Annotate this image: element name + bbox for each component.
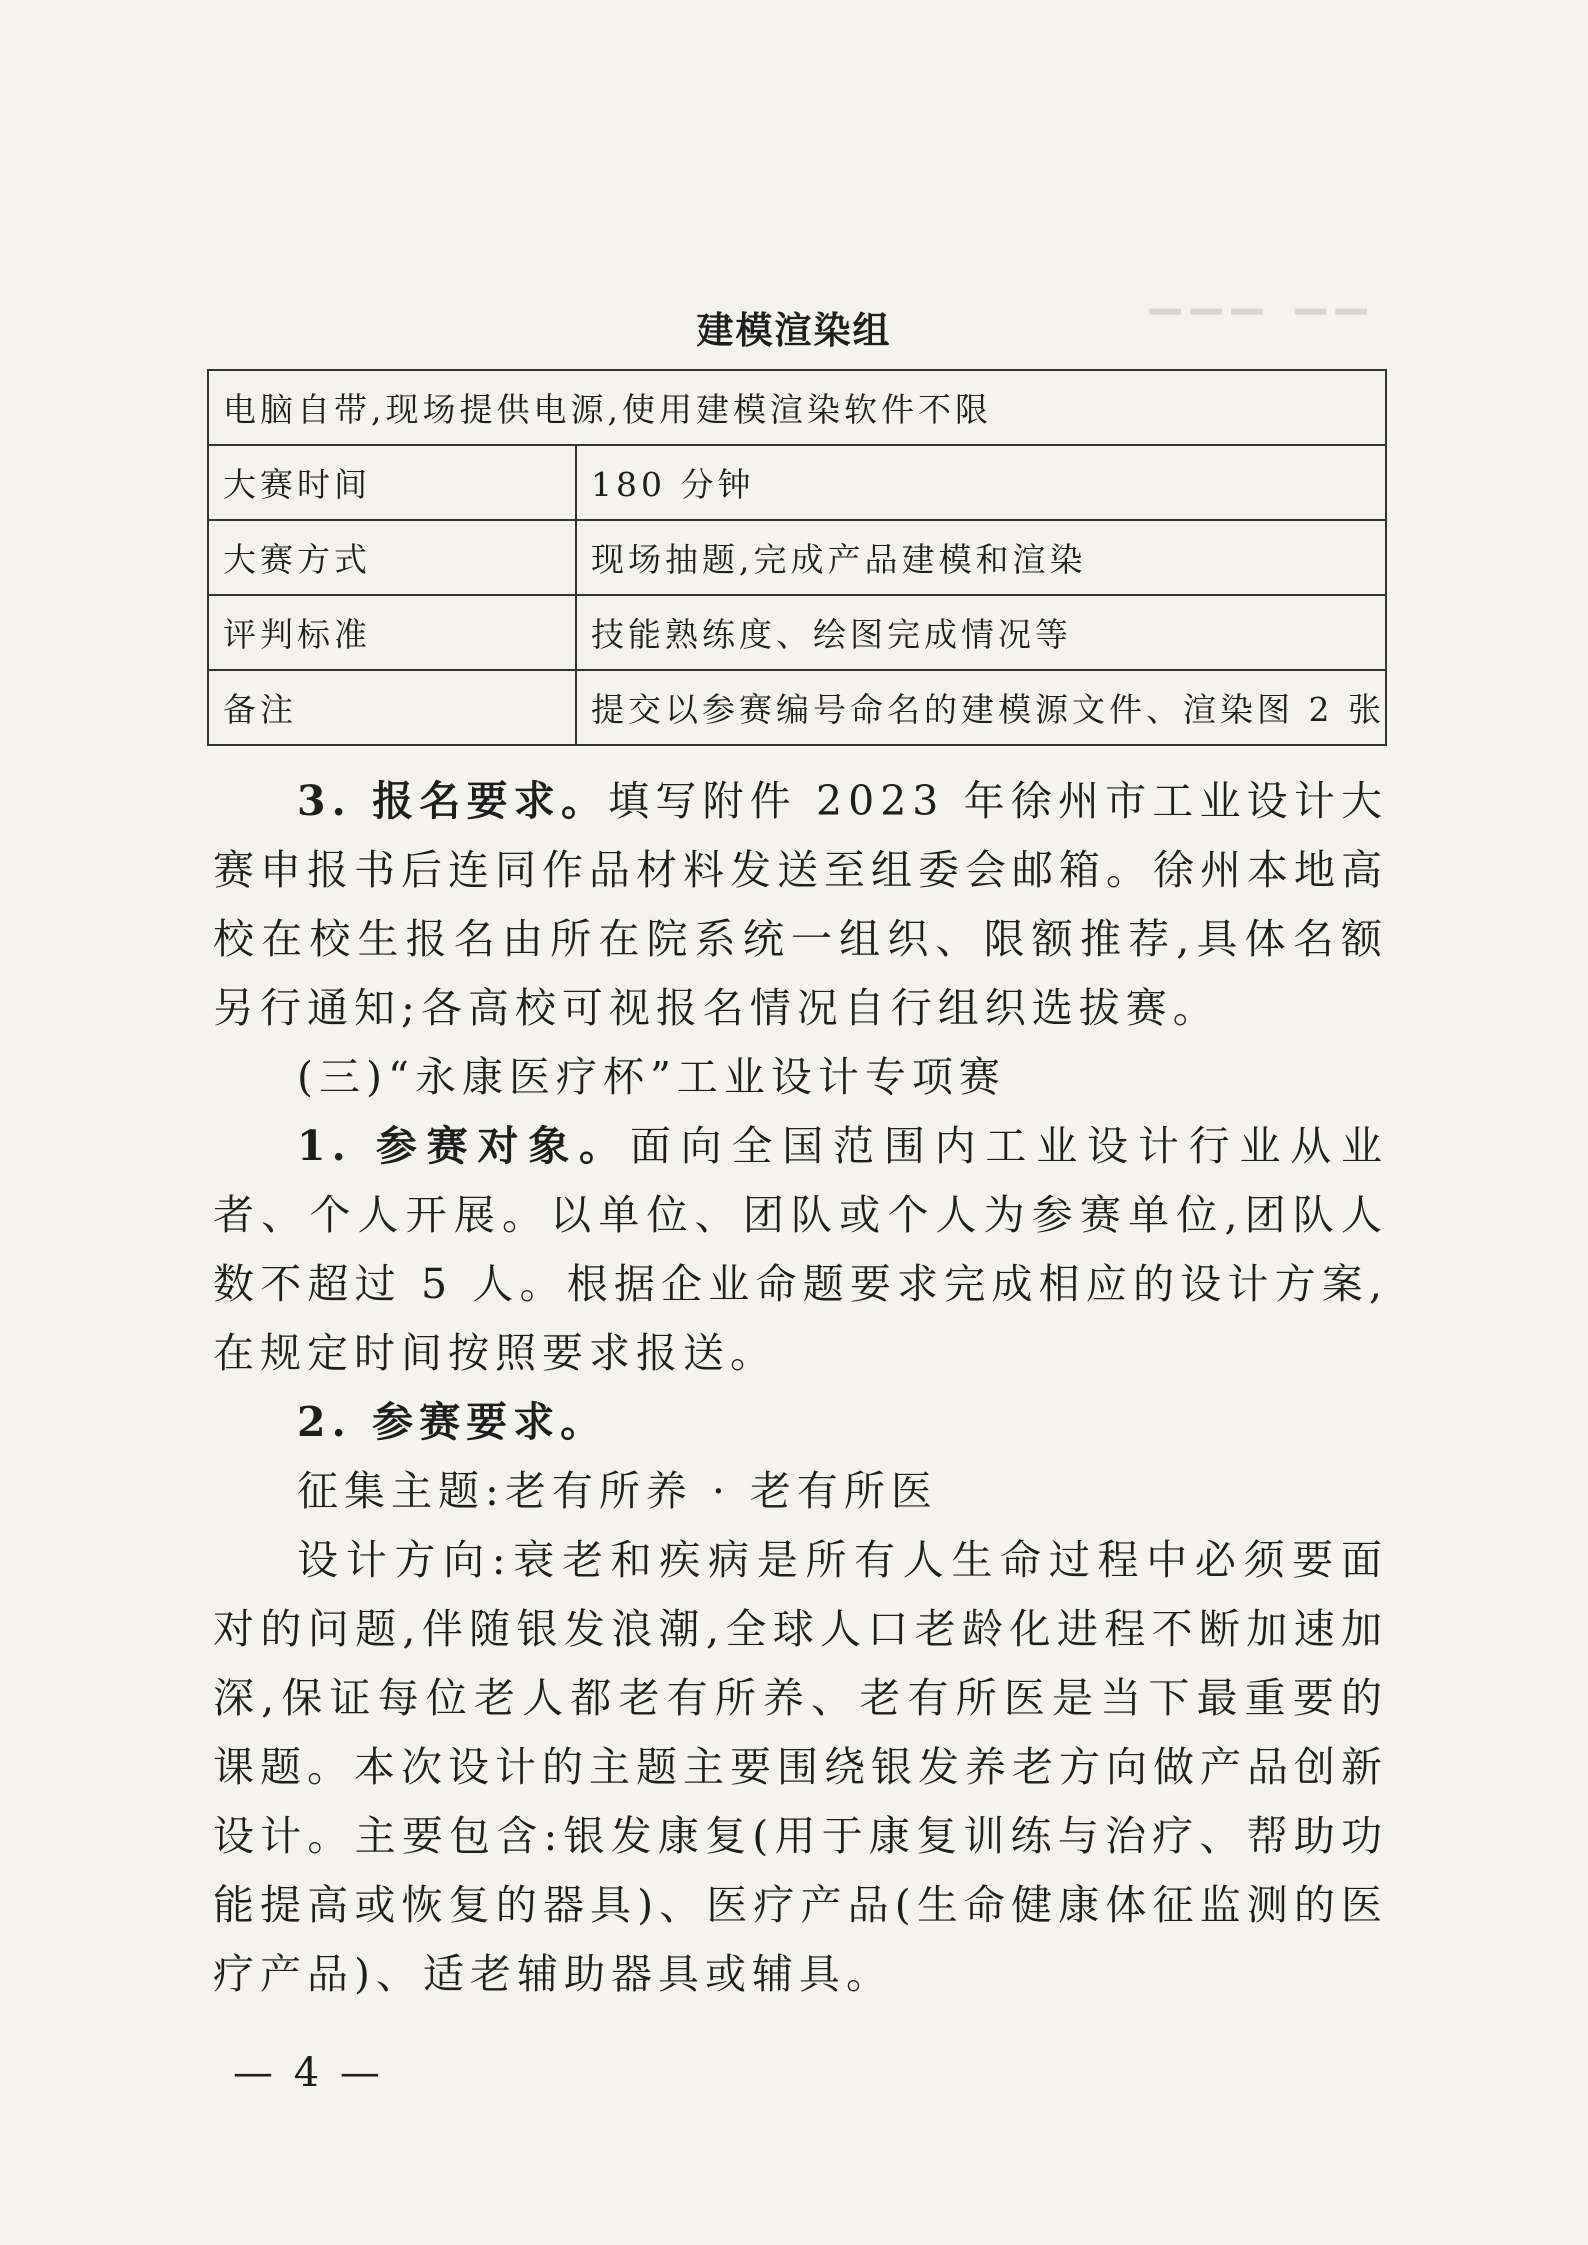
registration-lead: 3. 报名要求。	[297, 777, 609, 825]
table-cell-value: 180 分钟	[576, 445, 1386, 520]
page-number: — 4 —	[233, 2050, 384, 2096]
table-title: 建模渲染组	[696, 309, 892, 352]
table-cell-value: 提交以参赛编号命名的建模源文件、渲染图 2 张	[576, 670, 1386, 745]
table-cell-key: 备注	[208, 670, 576, 745]
participants-text: 面向全国范围内工业设计行业从业者、个人开展。以单位、团队或个人为参赛单位,团队人数不超过 5 人。根据企业命题要求完成相应的设计方案,在规定时间按照要求报送。	[213, 1122, 1389, 1377]
special-competition-heading: (三)“永康医疗杯”工业设计专项赛	[297, 1053, 1006, 1101]
table-row	[208, 445, 1386, 520]
table-row	[208, 595, 1386, 670]
participants-paragraph	[213, 1112, 1388, 1388]
table-row	[208, 370, 1386, 445]
table-cell-key: 评判标准	[208, 595, 576, 670]
table-row	[208, 670, 1386, 745]
requirements-lead: 2. 参赛要求。	[297, 1398, 608, 1446]
table-cell-full: 电脑自带,现场提供电源,使用建模渲染软件不限	[208, 370, 1386, 445]
table-cell-value: 技能熟练度、绘图完成情况等	[576, 595, 1386, 670]
competition-rules-table	[207, 369, 1387, 746]
requirements-heading	[213, 1388, 1388, 1457]
direction-paragraph: 设计方向:衰老和疾病是所有人生命过程中必须要面对的问题,伴随银发浪潮,全球人口老龄化进程不断加速加深,保证每位老人都老有所养、老有所医是当下最重要的课题。本次设计的主题主要围绕银发养老方向做产品创新设计。主要包含:银发康复(用于康复训练与治疗、帮助功能提高或恢复的器具)、医疗产品(生命健康体征监测的医疗产品)、适老辅助器具或辅具。	[213, 1536, 1388, 1998]
participants-lead: 1. 参赛对象。	[297, 1122, 630, 1170]
table-row	[208, 520, 1386, 595]
table-cell-key: 大赛时间	[208, 445, 576, 520]
registration-paragraph	[213, 767, 1388, 1043]
table-cell-key: 大赛方式	[208, 520, 576, 595]
bleed-through: ▔▔▔ ▔▔	[1150, 310, 1377, 356]
registration-text: 填写附件 2023 年徐州市工业设计大赛申报书后连同作品材料发送至组委会邮箱。徐州本地高校在校生报名由所在院系统一组织、限额推荐,具体名额另行通知;各高校可视报名情况自行组织选拔赛。	[213, 777, 1389, 1032]
table-cell-value: 现场抽题,完成产品建模和渲染	[576, 520, 1386, 595]
theme-line: 征集主题:老有所养 · 老有所医	[297, 1467, 938, 1515]
